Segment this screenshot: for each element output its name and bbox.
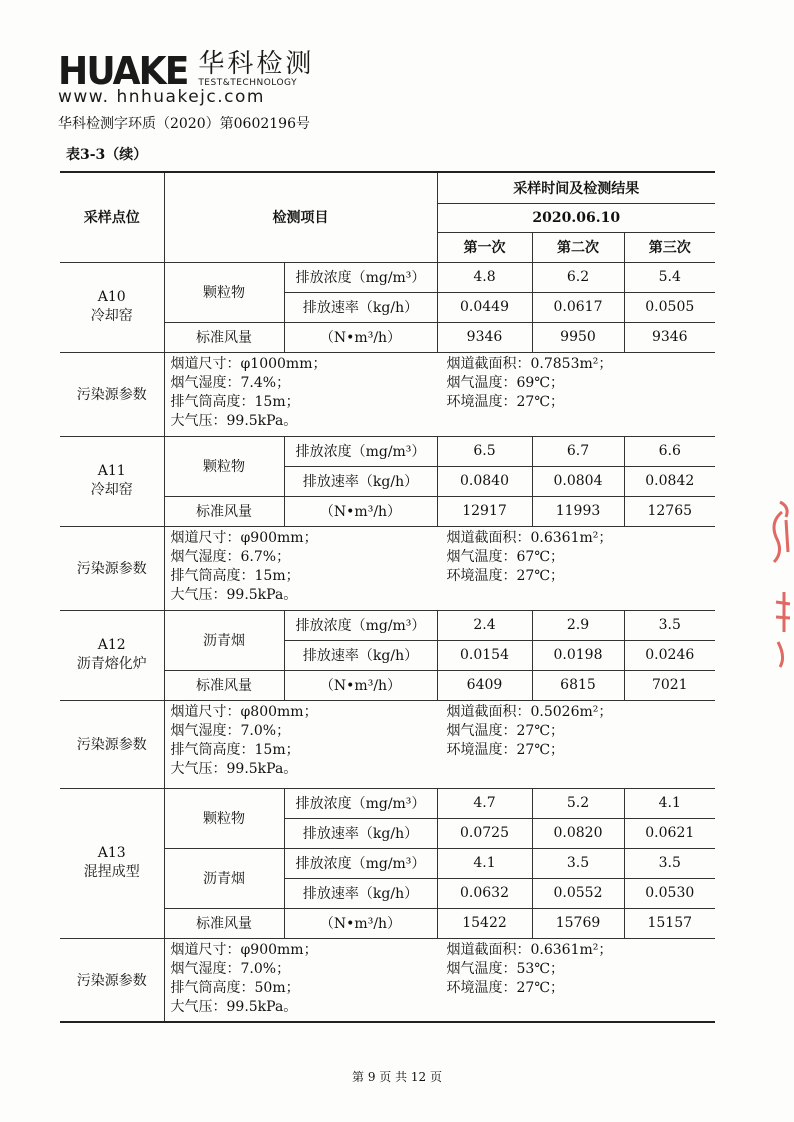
pollution-params-label: 污染源参数 <box>60 938 164 1022</box>
conc-value: 4.1 <box>437 848 532 878</box>
data-row <box>60 610 715 640</box>
emission-results-table <box>60 171 715 1023</box>
rate-value: 0.0552 <box>532 878 624 908</box>
rate-value: 0.0804 <box>532 466 624 496</box>
params-row <box>60 938 715 1022</box>
param-duct-area: 烟道截面积：0.5026m²； <box>446 703 613 720</box>
param-duct-size: 烟道尺寸：φ800mm； <box>170 703 318 720</box>
rate-value: 0.0154 <box>437 640 532 670</box>
param-stack-height: 排气筒高度：50m； <box>170 979 300 996</box>
param-gas-temp: 烟气温度：67℃； <box>446 548 564 565</box>
header-row <box>60 172 715 203</box>
param-stack-height: 排气筒高度：15m； <box>170 567 300 584</box>
emission-conc-label: 排放浓度（mg/m³） <box>284 610 437 640</box>
param-stack-height: 排气筒高度：15m； <box>170 393 300 410</box>
rate-value: 0.0725 <box>437 818 532 848</box>
param-ambient-temp: 环境温度：27℃； <box>446 393 564 410</box>
rate-value: 0.0820 <box>532 818 624 848</box>
flow-value: 9950 <box>532 322 624 352</box>
param-pressure: 大气压：99.5kPa。 <box>170 586 298 603</box>
param-duct-area: 烟道截面积：0.6361m²； <box>446 941 613 958</box>
conc-value: 6.2 <box>532 262 624 292</box>
sampling-point-cell <box>60 788 164 938</box>
rate-value: 0.0617 <box>532 292 624 322</box>
rate-value: 0.0621 <box>624 818 715 848</box>
flow-value: 15157 <box>624 908 715 938</box>
website-url: www. hnhuakejc.com <box>58 87 265 107</box>
emission-conc-label: 排放浓度（mg/m³） <box>284 436 437 466</box>
flow-value: 9346 <box>437 322 532 352</box>
flow-value: 12765 <box>624 496 715 526</box>
pollution-params-label: 污染源参数 <box>60 352 164 436</box>
rate-value: 0.0449 <box>437 292 532 322</box>
flow-value: 15422 <box>437 908 532 938</box>
pollutant-name: 颗粒物 <box>164 788 284 848</box>
flow-value: 6409 <box>437 670 532 700</box>
param-pressure: 大气压：99.5kPa。 <box>170 760 298 777</box>
rate-value: 0.0842 <box>624 466 715 496</box>
param-humidity: 烟气湿度：7.0%； <box>170 960 291 977</box>
conc-value: 2.4 <box>437 610 532 640</box>
std-flow-label: 标准风量 <box>164 322 284 352</box>
flow-value: 11993 <box>532 496 624 526</box>
sampling-point-cell <box>60 436 164 526</box>
pollution-params-cell <box>164 700 715 788</box>
param-gas-temp: 烟气温度：53℃； <box>446 960 564 977</box>
conc-value: 3.5 <box>532 848 624 878</box>
header-test-item: 检测项目 <box>164 172 437 262</box>
param-pressure: 大气压：99.5kPa。 <box>170 412 298 429</box>
logo-chinese-name: 华科检测 <box>198 49 315 79</box>
rate-value: 0.0198 <box>532 640 624 670</box>
pollutant-name: 颗粒物 <box>164 262 284 322</box>
params-row <box>60 700 715 788</box>
header-time-results: 采样时间及检测结果 <box>437 172 715 203</box>
pollution-params-cell <box>164 938 715 1022</box>
param-humidity: 烟气湿度：7.0%； <box>170 722 291 739</box>
conc-value: 4.7 <box>437 788 532 818</box>
params-row <box>60 352 715 436</box>
point-id: A11 <box>97 463 126 479</box>
emission-rate-label: 排放速率（kg/h） <box>284 292 437 322</box>
rate-value: 0.0505 <box>624 292 715 322</box>
point-name: 冷却窑 <box>90 482 133 498</box>
emission-rate-label: 排放速率（kg/h） <box>284 640 437 670</box>
rate-value: 0.0840 <box>437 466 532 496</box>
sampling-point-cell <box>60 610 164 700</box>
emission-conc-label: 排放浓度（mg/m³） <box>284 848 437 878</box>
std-flow-label: 标准风量 <box>164 670 284 700</box>
param-ambient-temp: 环境温度：27℃； <box>446 979 564 996</box>
std-flow-unit: （N•m³/h） <box>284 322 437 352</box>
pollutant-name: 沥青烟 <box>164 848 284 908</box>
param-gas-temp: 烟气温度：27℃； <box>446 722 564 739</box>
point-name: 混捏成型 <box>83 864 140 880</box>
pollution-params-label: 污染源参数 <box>60 526 164 610</box>
conc-value: 6.5 <box>437 436 532 466</box>
std-flow-label: 标准风量 <box>164 496 284 526</box>
sampling-point-cell <box>60 262 164 352</box>
std-flow-unit: （N•m³/h） <box>284 496 437 526</box>
param-humidity: 烟气湿度：6.7%； <box>170 548 291 565</box>
red-seal-stamp-fragment <box>766 492 792 672</box>
data-row <box>60 788 715 818</box>
flow-value: 12917 <box>437 496 532 526</box>
pollutant-name: 沥青烟 <box>164 610 284 670</box>
conc-value: 6.6 <box>624 436 715 466</box>
point-id: A10 <box>97 289 126 305</box>
conc-value: 4.1 <box>624 788 715 818</box>
point-id: A12 <box>97 637 126 653</box>
emission-rate-label: 排放速率（kg/h） <box>284 818 437 848</box>
flow-value: 9346 <box>624 322 715 352</box>
param-duct-size: 烟道尺寸：φ900mm； <box>170 941 318 958</box>
emission-conc-label: 排放浓度（mg/m³） <box>284 788 437 818</box>
param-duct-area: 烟道截面积：0.7853m²； <box>446 355 613 372</box>
conc-value: 5.4 <box>624 262 715 292</box>
param-duct-size: 烟道尺寸：φ1000mm； <box>170 355 327 372</box>
param-ambient-temp: 环境温度：27℃； <box>446 567 564 584</box>
param-duct-area: 烟道截面积：0.6361m²； <box>446 529 613 546</box>
param-duct-size: 烟道尺寸：φ900mm； <box>170 529 318 546</box>
conc-value: 3.5 <box>624 848 715 878</box>
logo-english-name: TEST&TECHNOLOGY <box>198 78 298 88</box>
header-date: 2020.06.10 <box>437 203 715 232</box>
pollution-params-cell <box>164 526 715 610</box>
emission-rate-label: 排放速率（kg/h） <box>284 466 437 496</box>
emission-rate-label: 排放速率（kg/h） <box>284 878 437 908</box>
point-id: A13 <box>97 845 126 861</box>
table-title: 表3-3（续） <box>66 147 148 163</box>
document-number: 华科检测字环质（2020）第0602196号 <box>58 116 310 132</box>
conc-value: 5.2 <box>532 788 624 818</box>
flow-value: 15769 <box>532 908 624 938</box>
std-flow-label: 标准风量 <box>164 908 284 938</box>
data-row <box>60 262 715 292</box>
std-flow-unit: （N•m³/h） <box>284 908 437 938</box>
page-footer: 第 9 页 共 12 页 <box>352 1070 442 1084</box>
rate-value: 0.0246 <box>624 640 715 670</box>
rate-value: 0.0632 <box>437 878 532 908</box>
conc-value: 6.7 <box>532 436 624 466</box>
emission-conc-label: 排放浓度（mg/m³） <box>284 262 437 292</box>
logo-mark: HUAKE <box>58 49 188 93</box>
conc-value: 4.8 <box>437 262 532 292</box>
header-third: 第三次 <box>624 232 715 262</box>
param-pressure: 大气压：99.5kPa。 <box>170 998 298 1015</box>
pollution-params-cell <box>164 352 715 436</box>
flow-value: 6815 <box>532 670 624 700</box>
flow-value: 7021 <box>624 670 715 700</box>
pollution-params-label: 污染源参数 <box>60 700 164 788</box>
point-name: 冷却窑 <box>90 308 133 324</box>
point-name: 沥青熔化炉 <box>76 656 147 672</box>
company-logo <box>58 49 315 93</box>
param-ambient-temp: 环境温度：27℃； <box>446 741 564 758</box>
param-stack-height: 排气筒高度：15m； <box>170 741 300 758</box>
conc-value: 3.5 <box>624 610 715 640</box>
conc-value: 2.9 <box>532 610 624 640</box>
param-gas-temp: 烟气温度：69℃； <box>446 374 564 391</box>
rate-value: 0.0530 <box>624 878 715 908</box>
pollutant-name: 颗粒物 <box>164 436 284 496</box>
header-sampling-point: 采样点位 <box>60 172 164 262</box>
std-flow-unit: （N•m³/h） <box>284 670 437 700</box>
data-row <box>60 436 715 466</box>
param-humidity: 烟气湿度：7.4%； <box>170 374 291 391</box>
header-second: 第二次 <box>532 232 624 262</box>
header-first: 第一次 <box>437 232 532 262</box>
params-row <box>60 526 715 610</box>
